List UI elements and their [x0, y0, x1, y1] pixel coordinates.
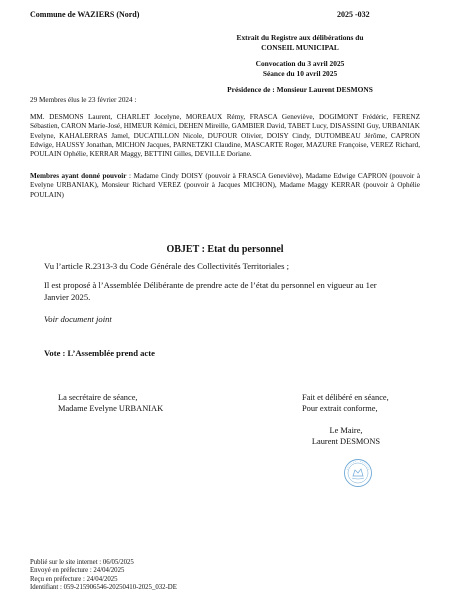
attached-document-note: Voir document joint: [44, 314, 112, 324]
title-spacer-2: [210, 78, 390, 85]
mayor-title: Le Maire,: [329, 426, 363, 435]
members-list: MM. DESMONS Laurent, CHARLET Jocelyne, MOREAUX Rémy, FRASCA Geneviève, DOGIMONT Frédéric, FERENZ Sébastien, CARON Marie-José, HIMEUR Kémici, DEHEN Mireille, GAMBIER David, TABET Lucy, DISASSINI Guy, URBANIAK Evelyne, KAHALERRAS Jamel, DUCATILLON Nicole, DUFOUR Olivier, DOISY Cindy, DUTOMBEAU Jérôme, CAPRON Edwige, HAUSSY Jonathan, MICHON Jacques, PARNETZKI Claudine, MASCARTE Roger, MAZURE Françoise, VEREZ Richard, POULAIN Ophélie, KERRAR Maggy, BETTINI Gilles, DEVILLE Doriane.: [30, 113, 420, 159]
subject-heading: OBJET : Etat du personnel: [166, 244, 284, 255]
members-count: 29 Membres élus le 23 février 2024 :: [30, 96, 137, 104]
proxy-label: Membres ayant donné pouvoir: [30, 172, 127, 180]
deliberation-reference: 2025 -032: [337, 10, 370, 19]
proxy-paragraph: [30, 172, 420, 200]
transmission-footer: [30, 559, 177, 593]
received-date: Reçu en préfecture : 24/04/2025: [30, 575, 118, 583]
mayor-block: [306, 425, 386, 447]
publication-date: Publié sur le site internet : 06/05/2025: [30, 559, 134, 566]
title-spacer: [210, 52, 390, 59]
certification-line2: Pour extrait conforme,: [302, 404, 378, 413]
secretary-block: [58, 392, 163, 414]
convocation-date: Convocation du 3 avril 2025: [255, 59, 345, 68]
title-block: [210, 33, 390, 95]
act-identifier: Identifiant : 059-215906546-20250410-2025_032-DE: [30, 584, 177, 592]
municipal-seal-icon: [343, 458, 373, 488]
mayor-name: Laurent DESMONS: [311, 437, 381, 446]
commune-name: Commune de WAZIERS (Nord): [30, 10, 140, 19]
proxy-text: : Madame Cindy DOISY (pouvoir à FRASCA Geneviève), Madame Edwige CAPRON (pouvoir à Evelyne URBANIAK), Monsieur Richard VEREZ (pouvoir à Jacques MICHON), Madame Maggy KERRAR (pouvoir à Ophélie POULAIN): [30, 172, 421, 199]
vote-result: Vote : L’Assemblée prend acte: [44, 348, 155, 358]
session-date: Séance du 10 avril 2025: [262, 68, 338, 78]
sent-date: Envoyé en préfecture : 24/04/2025: [30, 567, 125, 575]
secretary-title: La secrétaire de séance,: [58, 393, 138, 402]
council-title: CONSEIL MUNICIPAL: [261, 42, 339, 52]
register-title: Extrait du Registre aux délibérations du: [236, 33, 364, 42]
certification-block: [302, 392, 389, 414]
legal-reference: Vu l’article R.2313-3 du Code Générale des Collectivités Territoriales ;: [44, 261, 290, 271]
proposal-text: Il est proposé à l’Assemblée Délibérante de prendre acte de l’état du personnel en vigueur au 1er Janvier 2025.: [44, 280, 377, 302]
secretary-name: Madame Evelyne URBANIAK: [58, 404, 164, 413]
certification-line1: Fait et délibéré en séance,: [302, 393, 389, 402]
presidence: Présidence de : Monsieur Laurent DESMONS: [227, 85, 373, 94]
